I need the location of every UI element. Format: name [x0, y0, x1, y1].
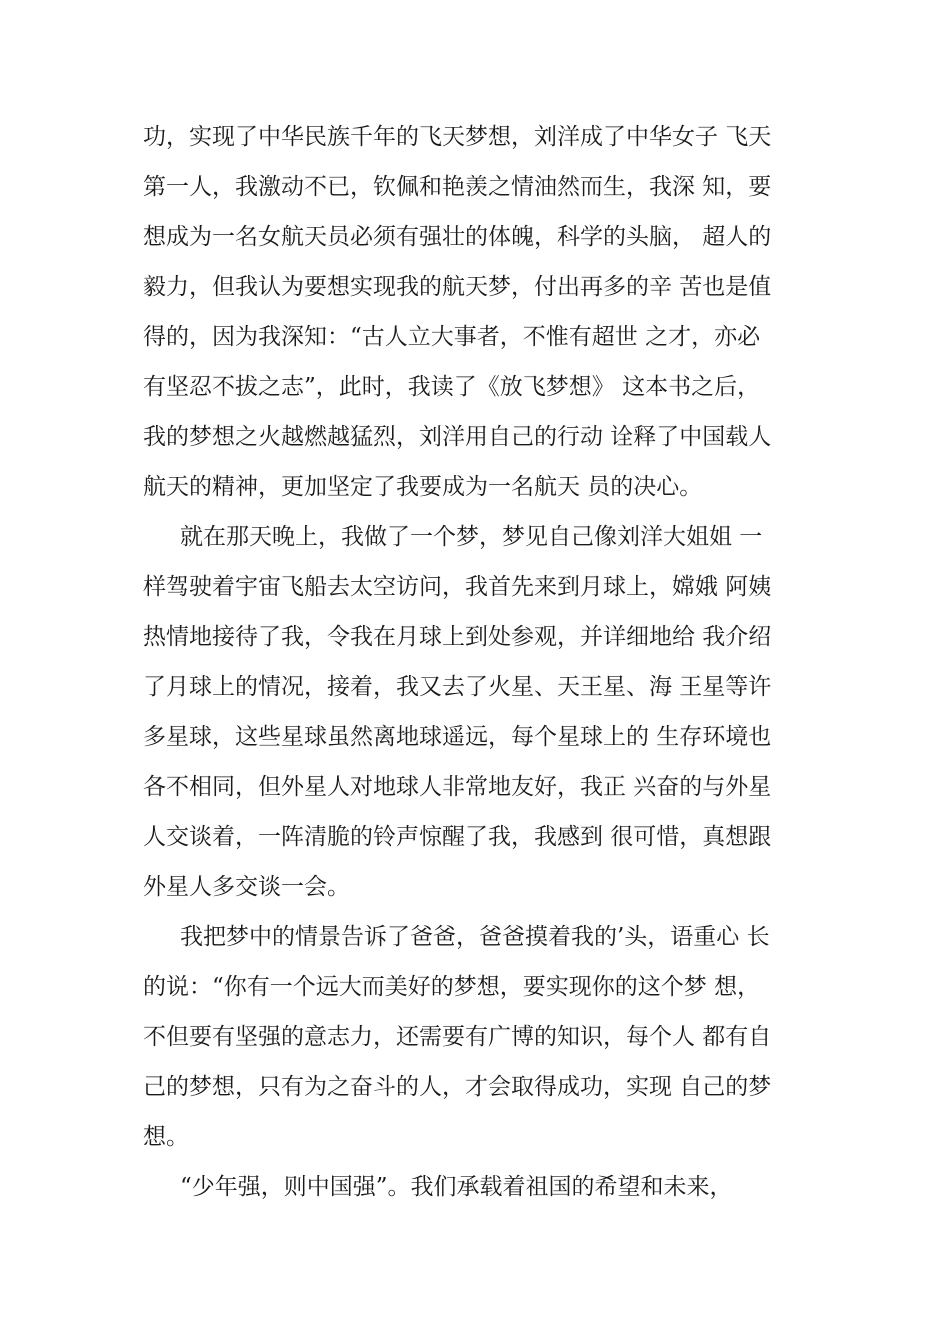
paragraph-start-line: “少年强，则中国强”。我们承载着祖国的希望和未来，: [180, 1174, 733, 1200]
essay-body: [143, 112, 833, 1212]
text-line: 热情地接待了我，令我在月球上到处参观，并详细地给 我介绍: [143, 624, 772, 650]
text-line: 的说：“你有一个远大而美好的梦想，要实现你的这个梦 想，: [143, 974, 761, 1000]
text-line: 毅力，但我认为要想实现我的航天梦，付出再多的辛 苦也是值: [143, 274, 772, 300]
text-line: 有坚忍不拔之志”，此时，我读了《放飞梦想》 这本书之后，: [143, 374, 761, 400]
text-line: 各不相同，但外星人对地球人非常地友好，我正 兴奋的与外星: [143, 774, 772, 800]
text-line: 不但要有坚强的意志力，还需要有广博的知识，每个人 都有自: [143, 1024, 772, 1050]
text-line: 样驾驶着宇宙飞船去太空访问，我首先来到月球上，嫦娥 阿姨: [143, 574, 772, 600]
text-line: 己的梦想，只有为之奋斗的人，才会取得成功，实现 自己的梦: [143, 1074, 772, 1100]
text-line: 航天的精神，更加坚定了我要成为一名航天 员的决心。: [143, 474, 703, 500]
paragraph-start-line: 我把梦中的情景告诉了爸爸，爸爸摸着我的’头，语重心 长: [180, 924, 770, 950]
text-line: 想。: [143, 1124, 189, 1150]
text-line: 得的，因为我深知：“古人立大事者，不惟有超世 之才，亦必: [143, 324, 761, 350]
text-line: 人交谈着，一阵清脆的铃声惊醒了我，我感到 很可惜，真想跟: [143, 824, 772, 850]
text-line: 了月球上的情况，接着，我又去了火星、天王星、海 王星等许: [143, 674, 772, 700]
text-line: 想成为一名女航天员必须有强壮的体魄，科学的头脑， 超人的: [143, 224, 772, 250]
text-line: 我的梦想之火越燃越猛烈，刘洋用自己的行动 诠释了中国载人: [143, 424, 772, 450]
text-line: 外星人多交谈一会。: [143, 874, 350, 900]
text-line: 功，实现了中华民族千年的飞天梦想，刘洋成了中华女子 飞天: [143, 124, 772, 150]
text-line: 第一人，我激动不已，钦佩和艳羡之情油然而生，我深 知，要: [143, 174, 772, 200]
text-line: 多星球，这些星球虽然离地球遥远，每个星球上的 生存环境也: [143, 724, 772, 750]
paragraph-start-line: 就在那天晚上，我做了一个梦，梦见自己像刘洋大姐姐 一: [180, 524, 763, 550]
